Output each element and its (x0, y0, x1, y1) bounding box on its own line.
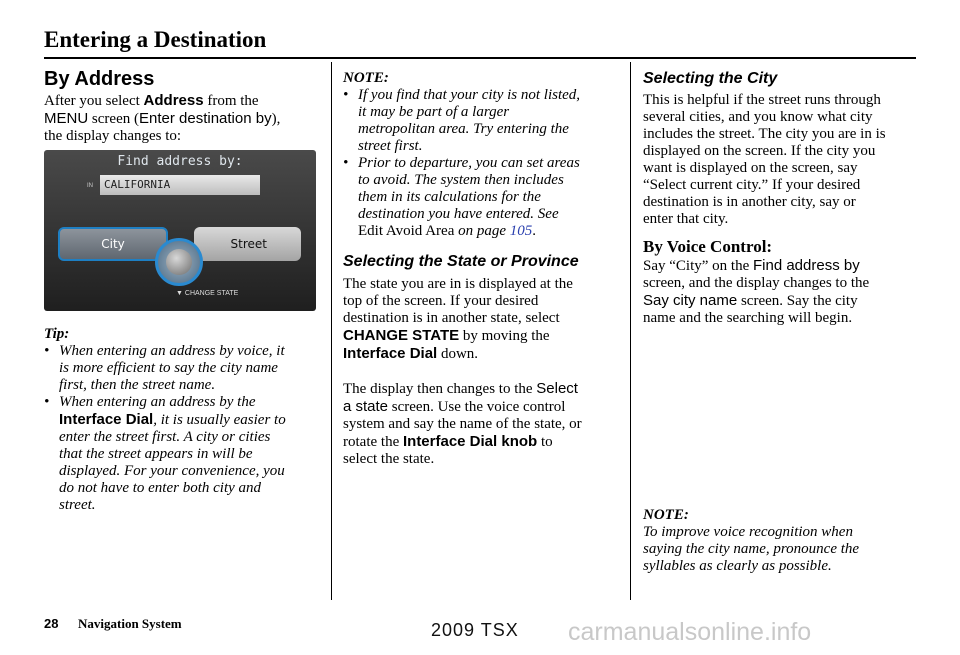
text: After you select (44, 93, 144, 109)
street-button[interactable]: Street (194, 227, 301, 261)
note-item (343, 87, 625, 155)
city-button[interactable]: City (58, 227, 168, 261)
menu-term: a state (343, 398, 389, 415)
bullet: • (44, 394, 50, 410)
text: it may be part of a larger (358, 104, 510, 120)
text: several cities, and you know what city (643, 109, 873, 125)
text: destination is in another state, select (343, 310, 560, 326)
section-heading: By Address (44, 68, 155, 90)
text: saying the city name, pronounce the (643, 541, 860, 557)
text: select the state. (343, 451, 435, 467)
paragraph (643, 92, 918, 228)
paragraph (343, 276, 625, 363)
change-state-label: CHANGE STATE (184, 290, 239, 297)
text: enter that city. (643, 211, 729, 227)
text: from the (203, 93, 259, 109)
model-label: 2009 TSX (431, 620, 519, 640)
bullet: • (44, 343, 50, 359)
text: The state you are in is displayed at the (343, 276, 573, 292)
text: want is displayed on the screen, say (643, 160, 858, 176)
text: To improve voice recognition when (643, 524, 853, 540)
text: ), (271, 111, 281, 127)
text: enter the street first. A city or cities (59, 429, 271, 445)
text: system and say the name of the state, or (343, 416, 582, 432)
interface-dial-icon (155, 238, 203, 286)
text: street first. (358, 138, 423, 154)
page-number: 28 (44, 616, 59, 631)
text: top of the screen. If your desired (343, 293, 539, 309)
text: When entering an address by voice, it (59, 343, 285, 359)
text: them in its calculations for the (358, 189, 541, 205)
column-1 (44, 66, 326, 145)
section-heading: Selecting the City (643, 70, 778, 87)
text: displayed. For your convenience, you (59, 463, 285, 479)
tip-item (44, 394, 326, 514)
text: rotate the (343, 434, 403, 450)
paragraph (643, 257, 918, 327)
page-link[interactable]: 105 (509, 223, 533, 239)
text: screen. Use the voice control (388, 399, 566, 415)
down-arrow-icon: ▼ (176, 290, 183, 297)
text: street. (59, 497, 96, 513)
text: down. (437, 346, 479, 362)
paragraph (343, 380, 625, 468)
screen-title: Find address by: (117, 154, 243, 169)
text: , it is usually easier to (153, 412, 286, 428)
menu-term: Enter destination by (138, 110, 272, 127)
change-state-hint (176, 290, 238, 297)
bullet: • (343, 155, 349, 171)
text: that the street appears in will be (59, 446, 253, 462)
text: “Select current city.” If your desired (643, 177, 861, 193)
text: Prior to departure, you can set areas (358, 155, 580, 171)
column-divider (630, 62, 631, 600)
menu-term: Select (536, 380, 578, 397)
text: displayed on the screen. If the city you (643, 143, 876, 159)
text: is more efficient to say the city name (59, 360, 278, 376)
screen-in-label: IN (87, 183, 93, 189)
text: The display then changes to the (343, 381, 537, 397)
note-block (643, 507, 918, 575)
watermark: carmanualsonline.info (568, 618, 812, 646)
dial-knob (166, 249, 192, 275)
subheading: By Voice Control: (643, 237, 773, 256)
note-text (643, 524, 918, 575)
note-label: NOTE: (343, 70, 389, 86)
text: do not have to enter both city and (59, 480, 262, 496)
text: destination you have entered. See (358, 206, 559, 222)
screen-state-field: CALIFORNIA (100, 175, 260, 195)
tip-block (44, 326, 326, 514)
intro-text (44, 92, 326, 145)
note-item (343, 155, 625, 240)
footer-system-name: Navigation System (78, 616, 182, 631)
text: on page (454, 223, 510, 239)
column-divider (331, 62, 332, 600)
nav-screen-image (44, 150, 316, 311)
column-2 (343, 66, 625, 468)
interface-dial-term: Interface Dial (59, 411, 154, 428)
text: by moving the (459, 328, 550, 344)
text: When entering an address by the (59, 394, 256, 410)
text: metropolitan area. Try entering the (358, 121, 569, 137)
text: If you find that your city is not listed, (358, 87, 581, 103)
text: screen, and the display changes to the (643, 275, 870, 291)
page-header-title: Entering a Destination (44, 27, 267, 52)
text: screen ( (88, 111, 139, 127)
text: to (537, 434, 553, 450)
text: screen. Say the city (737, 293, 858, 309)
bullet: • (343, 87, 349, 103)
tip-item (44, 343, 326, 394)
text: This is helpful if the street runs through (643, 92, 881, 108)
text: first, then the street name. (59, 377, 216, 393)
text: to avoid. The system then includes (358, 172, 564, 188)
text: includes the street. The city you are in is (643, 126, 886, 142)
note-label: NOTE: (643, 507, 689, 523)
menu-term: Say city name (643, 292, 738, 309)
text: destination is in another city, say or (643, 194, 856, 210)
section-heading: Selecting the State or Province (343, 253, 579, 270)
text: Edit Avoid Area (358, 223, 455, 239)
dial-knob-term: Interface Dial knob (402, 433, 538, 450)
text: the display changes to: (44, 128, 182, 144)
menu-term: MENU (44, 110, 89, 127)
tip-label: Tip: (44, 326, 70, 342)
text: name and the searching will begin. (643, 310, 853, 326)
text: Say “City” on the (643, 258, 753, 274)
interface-dial-term: Interface Dial (343, 345, 438, 362)
text: . (532, 223, 537, 239)
text: syllables as clearly as possible. (643, 558, 832, 574)
header-rule (44, 57, 916, 59)
menu-term: Find address by (752, 257, 860, 274)
menu-term: Address (143, 92, 204, 109)
column-3 (643, 66, 918, 327)
change-state-term: CHANGE STATE (343, 327, 460, 344)
